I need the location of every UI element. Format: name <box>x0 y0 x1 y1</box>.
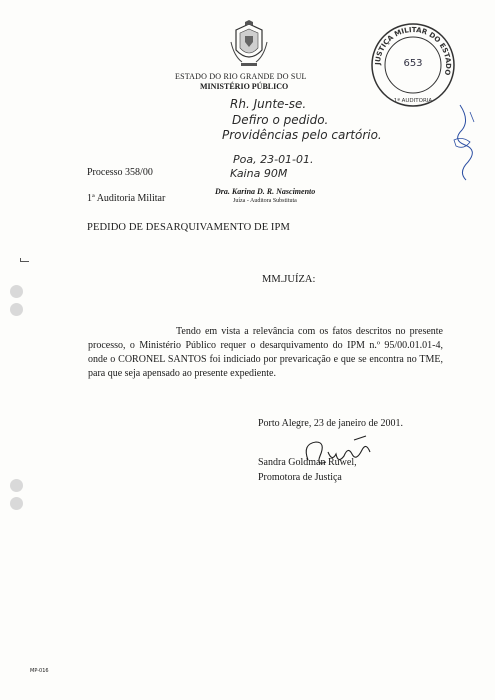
handwritten-line: Poa, 23-01-01. <box>233 153 314 166</box>
form-code: MP-016 <box>30 668 49 674</box>
receipt-stamp <box>368 20 458 110</box>
process-number: Processo 358/00 <box>87 167 153 178</box>
document-subject: PEDIDO DE DESARQUIVAMENTO DE IPM <box>87 222 290 233</box>
body-paragraph: Tendo em vista a relevância com os fatos descritos no presente processo, o Ministério Público requer o desarquivamento do IPM n.º 95/00.01.01-4, onde o CORONEL SANTOS foi indiciado por prevaricação e que se encontra no TME, para que seja apensado ao presente expediente. <box>88 326 443 379</box>
handwritten-line: Kaina 90M <box>230 167 288 180</box>
stamp-number: 653 <box>403 58 423 69</box>
handwritten-line: Defiro o pedido. <box>232 113 329 127</box>
punch-hole <box>10 303 23 316</box>
handwritten-line: Rh. Junte-se. <box>230 97 307 111</box>
punch-hole <box>10 479 23 492</box>
header-ministry: MINISTÉRIO PÚBLICO <box>200 82 289 91</box>
auditoria-label: 1ª Auditoria Militar <box>87 193 166 204</box>
margin-mark <box>20 258 29 262</box>
signer-role: Promotora de Justiça <box>258 472 342 483</box>
stamp-ring-text: JUSTIÇA MILITAR DO ESTADO <box>373 25 453 76</box>
punch-hole <box>10 285 23 298</box>
punch-hole <box>10 497 23 510</box>
header-state: ESTADO DO RIO GRANDE DO SUL <box>175 72 307 81</box>
signer-name: Sandra Goldman Ruwel, <box>258 457 357 468</box>
handwritten-line: Providências pelo cartório. <box>222 128 382 142</box>
stamp-bottom: 1ª AUDITORIA <box>393 98 433 104</box>
judge-stamp-name: Dra. Karina D. R. Nascimento <box>215 187 316 196</box>
date-line: Porto Alegre, 23 de janeiro de 2001. <box>258 418 403 429</box>
judge-stamp-role: Juíza - Auditora Substituta <box>233 198 297 204</box>
coat-of-arms-icon <box>228 20 270 70</box>
blue-pen-scribble <box>440 100 490 190</box>
salutation: MM.JUÍZA: <box>262 274 316 285</box>
